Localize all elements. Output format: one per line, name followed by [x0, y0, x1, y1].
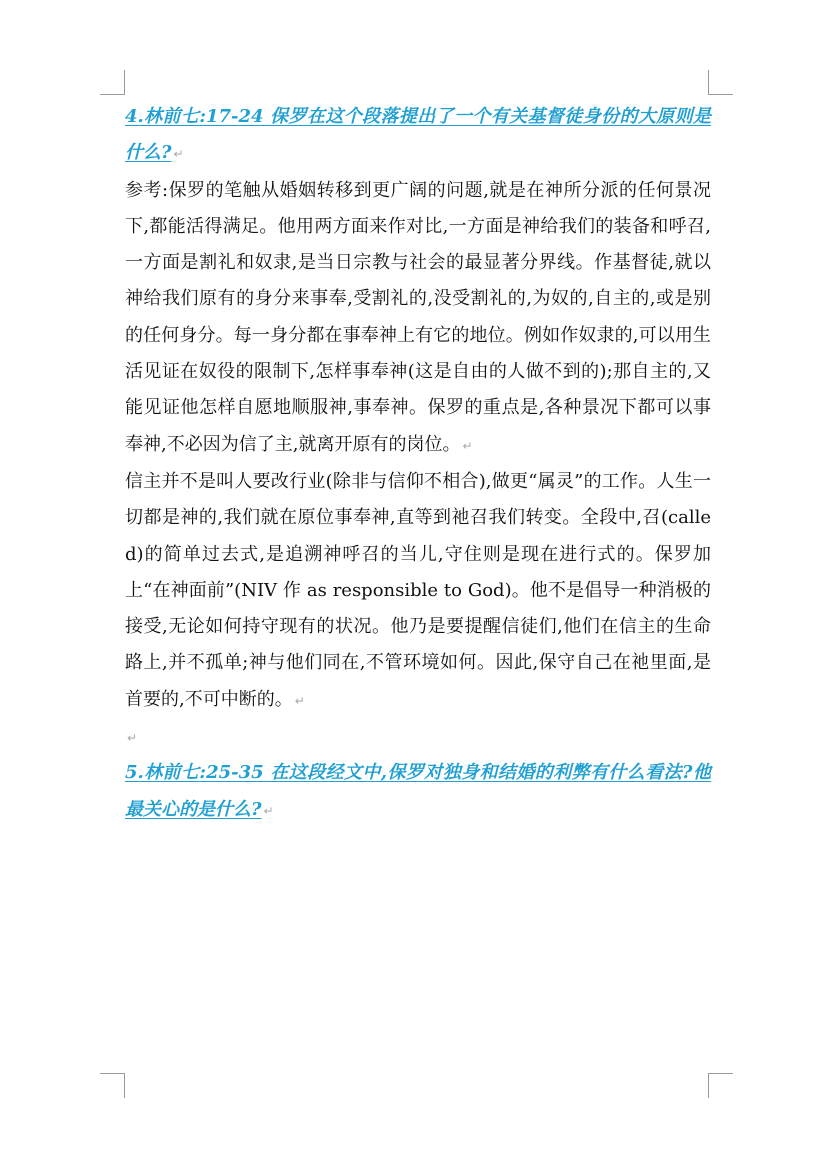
- paragraph-mark-icon: ↵: [294, 693, 305, 708]
- empty-paragraph[interactable]: [125, 719, 711, 755]
- document-page[interactable]: [125, 99, 711, 829]
- crop-mark-bottom-left: [100, 1073, 125, 1098]
- question-4-heading[interactable]: [125, 99, 711, 173]
- paragraph-mark-icon: ↵: [462, 438, 473, 453]
- answer-4-paragraph-1[interactable]: [125, 173, 711, 464]
- answer-4-text-1: 参考:保罗的笔触从婚姻转移到更广阔的问题,就是在神所分派的任何景况下,都能活得满足。他用两方面来作对比,一方面是神给我们的装备和呼召,一方面是割礼和奴隶,是当日宗教与社会的最显著分界线。作基督徒,就以神给我们原有的身分来事奉,受割礼的,没受割礼的,为奴的,自主的,或是别的任何身分。每一身分都在事奉神上有它的地位。例如作奴隶的,可以用生活见证在奴役的限制下,怎样事奉神(这是自由的人做不到的);那自主的,又能见证他怎样自愿地顺服神,事奉神。保罗的重点是,各种景况下都可以事奉神,不必因为信了主,就离开原有的岗位。: [125, 179, 711, 455]
- crop-mark-bottom-right: [708, 1073, 733, 1098]
- paragraph-mark-icon: ↵: [173, 147, 184, 162]
- crop-mark-top-right: [708, 70, 733, 95]
- question-5-text: 5.林前七:25-35 在这段经文中,保罗对独身和结婚的利弊有什么看法?他最关心的是什么?: [125, 762, 711, 820]
- crop-mark-top-left: [100, 70, 125, 95]
- question-5-heading[interactable]: [125, 755, 711, 829]
- answer-4-text-2: 信主并不是叫人要改行业(除非与信仰不相合),做更“属灵”的工作。人生一切都是神的,我们就在原位事奉神,直等到祂召我们转变。全段中,召(called)的简单过去式,是追溯神呼召的当儿,守住则是现在进行式的。保罗加上“在神面前”(NIV 作 as responsible to God)。他不是倡导一种消极的接受,无论如何持守现有的状况。他乃是要提醒信徒们,他们在信主的生命路上,并不孤单;神与他们同在,不管环境如何。因此,保守自己在祂里面,是首要的,不可中断的。: [125, 470, 711, 710]
- question-4-text: 4.林前七:17-24 保罗在这个段落提出了一个有关基督徒身份的大原则是什么?: [125, 106, 711, 164]
- paragraph-mark-icon: ↵: [127, 731, 138, 746]
- paragraph-mark-icon: ↵: [263, 803, 274, 818]
- answer-4-paragraph-2[interactable]: [125, 464, 711, 719]
